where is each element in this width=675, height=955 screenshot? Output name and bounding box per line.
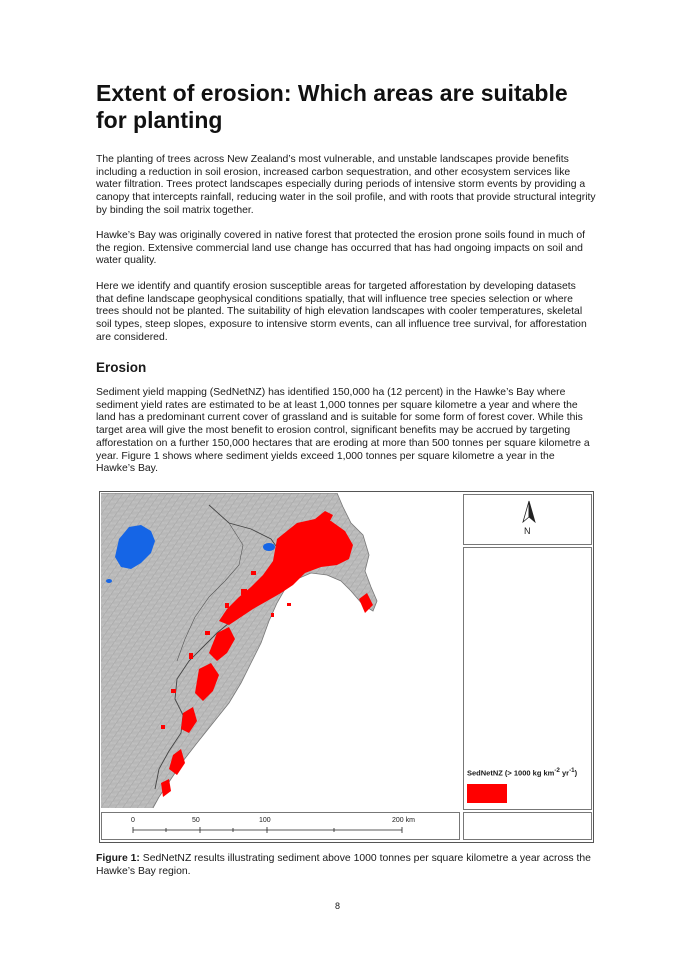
north-label: N — [524, 526, 531, 536]
page-number: 8 — [334, 901, 340, 911]
intro-paragraph-2: Hawke’s Bay was originally covered in native forest that protected the erosion prone soils found in much of the region. Extensive commercial land use change has occurred that has had ongoing impacts on soil and water quality. — [96, 230, 586, 267]
legend-label: SedNetNZ (> 1000 kg $km^{-2}$ $yr^{-1}$) — [467, 767, 578, 778]
page-title: Extent of erosion: Which areas are suitable for planting — [96, 80, 568, 133]
legend-swatch — [467, 784, 507, 803]
hawkes-bay-erosion-map — [101, 493, 459, 808]
north-arrow-icon — [519, 500, 539, 526]
scale-label-200: 200 km — [392, 817, 415, 824]
scale-label-100: 100 — [259, 817, 271, 824]
scale-label-0: 0 — [131, 817, 135, 824]
small-lake — [263, 543, 275, 551]
intro-paragraph-1: The planting of trees across New Zealand’s most vulnerable, and unstable landscapes provide benefits including a reduction in soil erosion, increased carbon sequestration, and other ecosystem services like water filtration. Trees protect landscapes especially during periods of intensive storm events by providing a canopy that intercepts rainfall, reducing water in the soil profile, and with roots that provide structural integrity by binding the soil matrix together. — [96, 154, 596, 216]
section-heading-erosion: Erosion — [96, 360, 147, 375]
erosion-paragraph: Sediment yield mapping (SedNetNZ) has identified 150,000 ha (12 percent) in the Hawke’s Bay where sediment yield rates are estimated to be at least 1,000 tonnes per square kilometre a year and where the land has a predominant current cover of grassland and is suitable for some form of forest cover. While this target area will give the most benefit to erosion control, significant benefits may be accrued by targeting afforestation on a further 150,000 hectares that are eroding at more than 500 tonnes per square kilometre a year. Figure 1 shows where sediment yields exceed 1,000 tonnes per square kilometre a year in the Hawke’s Bay. — [96, 387, 590, 475]
figure-caption: Figure 1: SedNetNZ results illustrating sediment above 1000 tonnes per square kilometre a year across the Hawke’s Bay region. — [96, 853, 591, 877]
scale-label-50: 50 — [192, 817, 200, 824]
intro-paragraph-3: Here we identify and quantify erosion susceptible areas for targeted afforestation by developing datasets that define landscape geophysical conditions spatially, that will influence tree species selection or where trees should not be planted. The suitability of high elevation landscapes with cooler temperatures, skeletal soil types, steep slopes, exposure to intensive storm events, can all influence tree survival, for afforestation are considered. — [96, 281, 587, 343]
empty-corner-panel — [463, 812, 592, 840]
scale-bar — [130, 826, 410, 834]
